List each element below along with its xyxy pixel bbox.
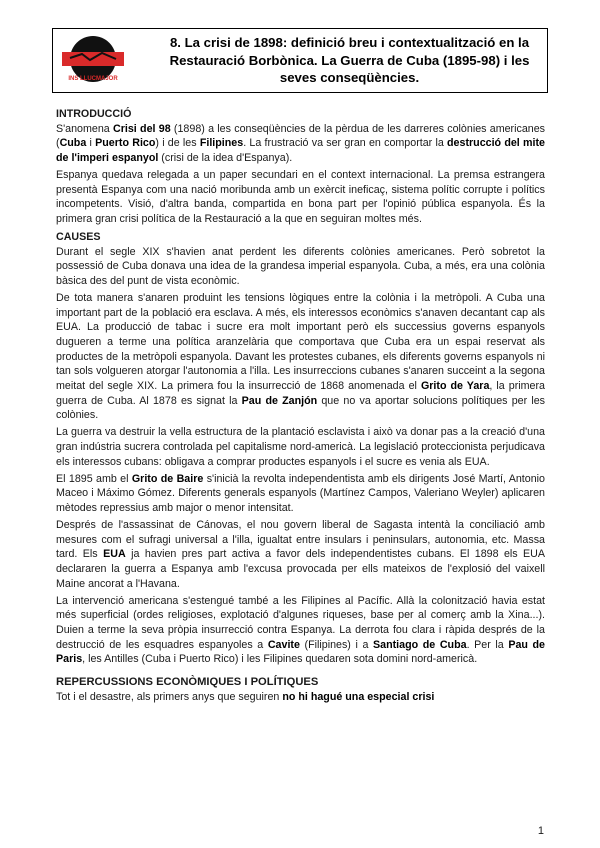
logo-text: INS LLUCMAJOR xyxy=(68,76,118,82)
causes-paragraph-1: Durant el segle XIX s'havien anat perdent les diferents colònies americanes. Però sobretot la possessió de Cuba donava una idea de la grandesa imperial espanyola. Cuba, a més, era una colònia bàsica des del punt de vista econòmic. xyxy=(56,245,545,287)
causes-paragraph-4: El 1895 amb el Grito de Baire s'inicià la revolta independentista amb els dirigents José Martí, Antonio Maceo i Máximo Gómez. Diferents generals espanyols (Martínez Campos, Valeriano Weyler) aplicaren mètodes repressius amb major o menor intensitat. xyxy=(56,472,545,515)
intro-paragraph-2: Espanya quedava relegada a un paper secundari en el context internacional. La premsa estrangera presentà Espanya com una nació moribunda amb un exèrcit ineficaç, sistema polític corrupte i polítics incompetents. Visió, d'altra banda, compartida en bona part per l'opinió pública espanyola. És la primera gran crisi política de la Restauració a la que en seguiran moltes més. xyxy=(56,169,545,226)
repercussions-paragraph-1: Tot i el desastre, als primers anys que seguiren no hi hagué una especial crisi xyxy=(56,690,435,703)
causes-paragraph-6: La intervenció americana s'estengué també a les Filipines al Pacífic. Allà la colonització havia estat més superficial (ordes religioses, explotació d'algunes riqueses, base per al comerç amb la Xina...). Duien a terme la seva pròpia insurrecció contra Espanya. La derrota fou clara i ràpida després de la destrucció de les esquadres espanyoles a Cavite (Filipines) i a Santiago de Cuba. Per la Pau de Paris, les Antilles (Cuba i Puerto Rico) i les Filipines quedaren sota domini nord-americà. xyxy=(56,594,545,666)
page-number: 1 xyxy=(537,825,544,837)
page-title: 8. La crisi de 1898: definició breu i contextualització en la Restauració Borbònica. La Guerra de Cuba (1895-98) i les seves conseqüències. xyxy=(169,35,530,85)
intro-heading: INTRODUCCIÓ xyxy=(56,108,132,120)
intro-paragraph-1: S'anomena Crisi del 98 (1898) a les conseqüències de la pèrdua de les darreres colònies americanes (Cuba i Puerto Rico) i de les Filipines. La frustració va ser gran en comportar la destrucció del mite de l'imperi espanyol (crisi de la idea d'Espanya). xyxy=(56,122,545,165)
document-body xyxy=(56,104,545,707)
causes-paragraph-5: Després de l'assassinat de Cánovas, el nou govern liberal de Sagasta intentà la conciliació amb mesures com el sufragi universal a l'illa, igualtat entre insulars i peninsulars, autonomia, etc. Massa tard. Els EUA ja havien pres part activa a favor dels independentistes cubans. El 1898 els EUA declararen la guerra a Espanya amb l'excusa provocada per ells mateixos de l'explosió del vaixell Maine ancorat a l'Havana. xyxy=(56,518,546,590)
causes-heading: CAUSES xyxy=(56,230,101,243)
header-box xyxy=(52,28,548,93)
repercussions-heading: REPERCUSSIONS ECONÒMIQUES I POLÍTIQUES xyxy=(56,676,319,689)
causes-paragraph-3: La guerra va destruir la vella estructura de la plantació esclavista i això va donar pas a la creació d'una gran indústria sucrera controlada pel capitalisme nord-americà. La legislació proteccionista perjudicava els interessos cubans: obligava a comprar productes espanyols i el sucre es venia als EUA. xyxy=(56,426,545,468)
school-logo xyxy=(60,34,126,86)
causes-paragraph-2: De tota manera s'anaren produint les tensions lògiques entre la colònia i la metròpoli. A Cuba una important part de la població era esclava. A més, els interessos econòmics s'anaven decantant cap als EUA. La producció de tabac i sucre era molt important però els successius governs espanyols dugueren a terme una política aranzelària que comportava que Cuba era un espai reservat als productes de la metròpoli espanyola. Davant les protestes cubanes, els diferents governs espanyols ni tan sols volgueren atorgar l'autonomia a l'illa. Les insurreccions cubanes s'anaren succeint a la segona meitat del segle XIX. La primera fou la insurrecció de 1868 anomenada el Grito de Yara, la primera guerra de Cuba. Al 1878 es signat la Pau de Zanjón que no va aportar solucions polítiques per les colònies. xyxy=(56,291,546,422)
